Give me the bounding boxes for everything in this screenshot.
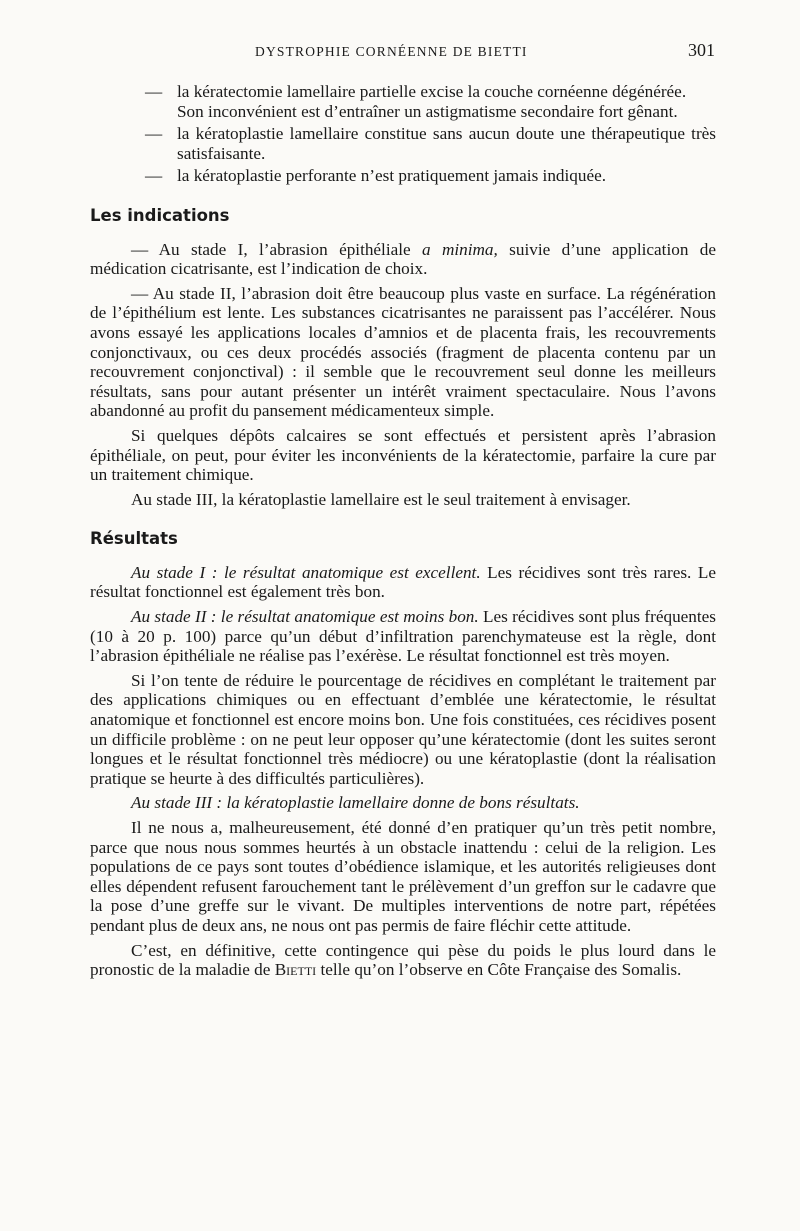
paragraph: Il ne nous a, malheureusement, été donné d’en pratiquer qu’un très petit nombre, parce que nous nous sommes heurtés à un obstacle inattendu : celui de la religion. Les populations de ce pays sont toutes d’obédience islamique, et les autorités religieuses dont elles dépendent refusent farouchement tant le prélèvement d’un greffon sur le cadavre que la pose d’une greffe sur le vivant. De multiples interventions de notre part, répétées pendant plus de deux ans, ne nous ont pas permis de faire fléchir cette attitude. (90, 818, 716, 935)
paragraph: Si quelques dépôts calcaires se sont effectués et persistent après l’abrasion épithéliale, on peut, pour éviter les inconvénients de la kératectomie, parfaire la cure par un traitement chimique. (90, 425, 716, 485)
running-title: DYSTROPHIE CORNÉENNE DE BIETTI (255, 44, 528, 59)
list-dash: — (145, 124, 163, 144)
paragraph: — Au stade I, l’abrasion épithéliale a minima, suivie d’une application de médication cicatrisante, est l’indication de choix. (90, 239, 716, 279)
paragraph: — Au stade II, l’abrasion doit être beaucoup plus vaste en surface. La régénération de l’épithélium est lente. Les substances cicatrisantes ne paraissent pas l’accélérer. Nous avons essayé les applications locales d’amnios et de placenta frais, les recouvrements conjonctivaux, ou ces deux procédés associés (fragment de placenta contenu par un recouvrement conjonctival) : il semble que le recouvrement seul donne les meilleurs résultats, sans pour autant présenter un intérêt vraiment spectaculaire. Nous l’avons abandonné au profit du pansement médicamenteux simple. (90, 283, 716, 421)
list-item (145, 166, 716, 186)
paragraph: Si l’on tente de réduire le pourcentage de récidives en complétant le traitement par des applications chimiques ou en effectuant d’emblée une kératectomie, le résultat anatomique et fonctionnel est encore moins bon. Une fois constituées, ces récidives posent un difficile problème : on ne peut leur opposer qu’une kératectomie (dont les suites seront longues et le résultat fonctionnel très médiocre) ou une kératoplastie (dont la réalisation pratique se heurte à des difficultés particulières). (90, 670, 716, 788)
paragraph: Au stade II : le résultat anatomique est moins bon. Les récidives sont plus fréquentes (10 à 20 p. 100) parce qu’un début d’infiltration parenchymateuse est la règle, dont l’abrasion épithéliale ne réalise pas l’exérèse. Le résultat fonctionnel est très moyen. (90, 607, 716, 666)
section-heading-resultats: Résultats (90, 529, 178, 549)
section-heading-indications: Les indications (90, 205, 230, 225)
list-dash: — (145, 166, 163, 186)
page-body (90, 82, 716, 985)
list-item-text: la kératoplastie lamellaire constitue sans aucun doute une thérapeutique très satisfaisante. (177, 124, 716, 163)
list-item (145, 82, 716, 121)
paragraph: Au stade I : le résultat anatomique est excellent. Les récidives sont très rares. Le résultat fonctionnel est également très bon. (90, 562, 716, 602)
paragraph: Au stade III : la kératoplastie lamellaire donne de bons résultats. (131, 793, 580, 813)
list-item (145, 124, 716, 163)
paragraph: Au stade III, la kératoplastie lamellaire est le seul traitement à envisager. (131, 489, 631, 509)
page-number: 301 (688, 40, 715, 60)
paragraph: C’est, en définitive, cette contingence qui pèse du poids le plus lourd dans le pronostic de la maladie de Bietti telle qu’on l’observe en Côte Française des Somalis. (90, 940, 716, 980)
treatment-list (145, 82, 716, 186)
list-dash: — (145, 82, 163, 101)
list-item-note: Son inconvénient est d’entraîner un astigmatisme secondaire fort gênant. (177, 101, 678, 121)
list-item-text: la kératectomie lamellaire partielle excise la couche cornéenne dégénérée. (177, 82, 687, 101)
list-item-text: la kératoplastie perforante n’est pratiquement jamais indiquée. (177, 166, 607, 186)
